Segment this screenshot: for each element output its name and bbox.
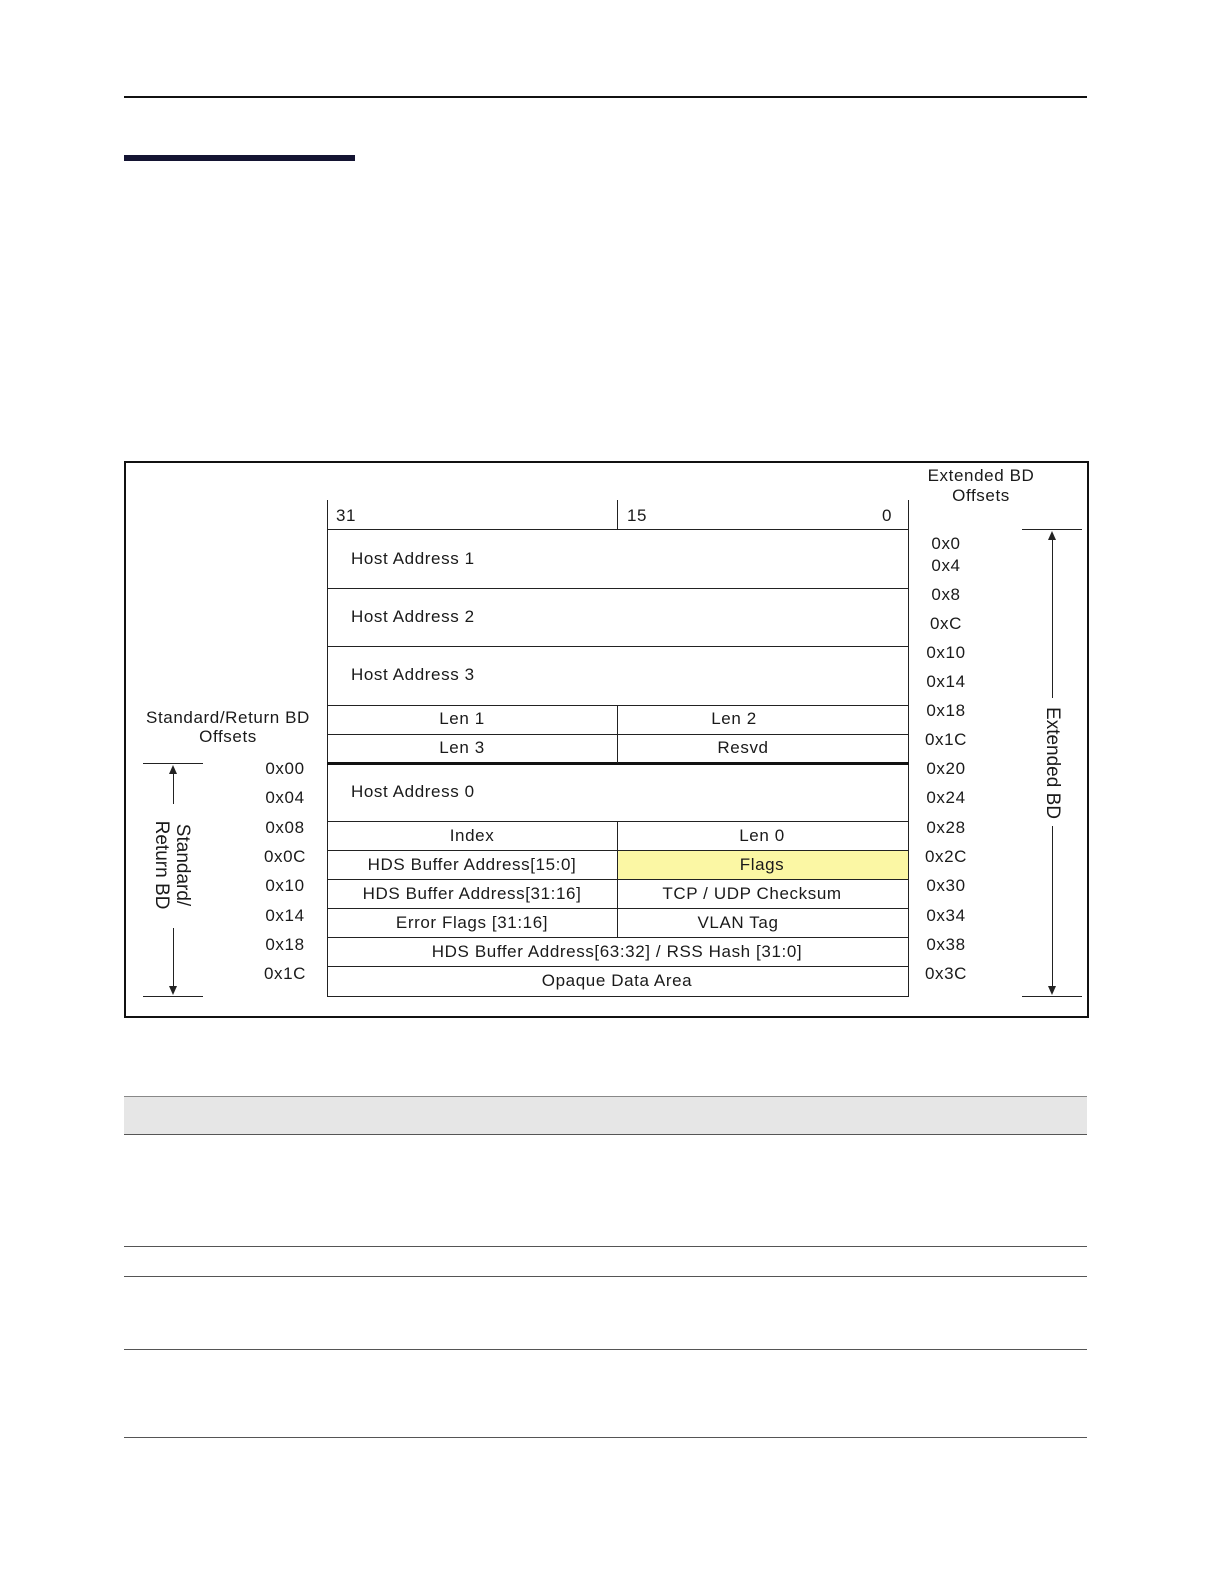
- error-flags: Error Flags [31:16]: [395, 913, 549, 932]
- standard-offset: 0x0C: [263, 847, 307, 866]
- hds-buffer-address-63-32: HDS Buffer Address[63:32] / RSS Hash [31:0]: [431, 942, 803, 961]
- hds-buffer-address-15-0: HDS Buffer Address[15:0]: [367, 855, 577, 874]
- row-rule: [327, 529, 909, 530]
- standard-bd-bracket-bottom: [143, 996, 203, 997]
- half-word-divider: [617, 821, 618, 938]
- standard-offset: 0x00: [265, 759, 305, 778]
- host-address-3: Host Address 3: [351, 665, 475, 684]
- bit-header-left-border: [327, 500, 328, 997]
- row-rule: [327, 734, 909, 735]
- len-3: Len 3: [439, 738, 485, 757]
- table-row-rule: [124, 1349, 1087, 1350]
- standard-offset: 0x18: [265, 935, 305, 954]
- table-row-rule: [124, 1276, 1087, 1277]
- standard-offsets-title: Standard/Return BD Offsets: [146, 708, 310, 746]
- extended-offset: 0x2C: [924, 847, 968, 866]
- extended-bd-arrow-line-top: [1052, 538, 1053, 698]
- section-heading-bar: [124, 155, 355, 161]
- extended-bd-bracket-top: [1022, 529, 1082, 530]
- opaque-data-area: Opaque Data Area: [541, 971, 693, 990]
- host-address-1: Host Address 1: [351, 549, 475, 568]
- bit-label-0: 0: [882, 506, 893, 525]
- host-address-0: Host Address 0: [351, 782, 475, 801]
- len-2: Len 2: [711, 709, 757, 728]
- grid-right-border: [908, 500, 909, 997]
- standard-offset: 0x14: [265, 906, 305, 925]
- extended-offset: 0xC: [929, 614, 963, 633]
- extended-offset: 0x24: [926, 788, 966, 807]
- extended-bd-label: Extended BD: [1042, 707, 1063, 819]
- extended-offset: 0x10: [926, 643, 966, 662]
- extended-offset: 0x14: [926, 672, 966, 691]
- extended-offset: 0x30: [926, 876, 966, 895]
- table-row-rule: [124, 1437, 1087, 1438]
- half-word-divider: [617, 705, 618, 763]
- extended-bd-arrow-line-bottom: [1052, 826, 1053, 988]
- bit-header-mid-divider: [617, 500, 618, 530]
- extended-offset: 0x3C: [924, 964, 968, 983]
- extended-offset: 0x28: [926, 818, 966, 837]
- standard-offset: 0x10: [265, 876, 305, 895]
- hds-buffer-address-31-16: HDS Buffer Address[31:16]: [362, 884, 582, 903]
- row-rule: [327, 705, 909, 706]
- extended-offset: 0x18: [926, 701, 966, 720]
- extended-offset: 0x1C: [924, 730, 968, 749]
- standard-offset: 0x04: [265, 788, 305, 807]
- row-rule: [327, 937, 909, 938]
- host-address-2: Host Address 2: [351, 607, 475, 626]
- index: Index: [449, 826, 495, 845]
- standard-bd-arrow-down: [169, 986, 177, 995]
- row-rule: [327, 588, 909, 589]
- row-rule: [327, 879, 909, 880]
- bit-label-15: 15: [627, 506, 648, 525]
- extended-offset: 0x0: [931, 534, 961, 553]
- bit-label-31: 31: [336, 506, 357, 525]
- extended-offset: 0x34: [926, 906, 966, 925]
- standard-bd-arrow-line-top: [173, 772, 174, 804]
- extended-offset: 0x20: [926, 759, 966, 778]
- flags: Flags: [739, 855, 785, 874]
- resvd: Resvd: [717, 738, 769, 757]
- standard-bd-bracket-top: [143, 763, 203, 764]
- extended-bd-bracket-bottom: [1022, 996, 1082, 997]
- len-0: Len 0: [739, 826, 785, 845]
- extended-offsets-title: Extended BD Offsets: [927, 466, 1035, 505]
- extended-offset: 0x8: [931, 585, 961, 604]
- standard-bd-label: Standard/ Return BD: [151, 820, 193, 910]
- row-rule: [327, 996, 909, 997]
- len-1: Len 1: [439, 709, 485, 728]
- row-rule: [327, 966, 909, 967]
- tcp-udp-checksum: TCP / UDP Checksum: [662, 884, 842, 903]
- extended-offset: 0x4: [931, 556, 961, 575]
- extended-offset: 0x38: [926, 935, 966, 954]
- row-rule: [327, 646, 909, 647]
- row-rule: [327, 908, 909, 909]
- extended-bd-arrow-down: [1048, 986, 1056, 995]
- table-row-rule: [124, 1246, 1087, 1247]
- standard-offset: 0x1C: [263, 964, 307, 983]
- vlan-tag: VLAN Tag: [697, 913, 779, 932]
- standard-bd-boundary: [327, 762, 909, 765]
- row-rule: [327, 821, 909, 822]
- page-top-rule: [124, 96, 1087, 98]
- table-header-row: [124, 1096, 1087, 1135]
- standard-bd-arrow-line-bottom: [173, 928, 174, 988]
- standard-offset: 0x08: [265, 818, 305, 837]
